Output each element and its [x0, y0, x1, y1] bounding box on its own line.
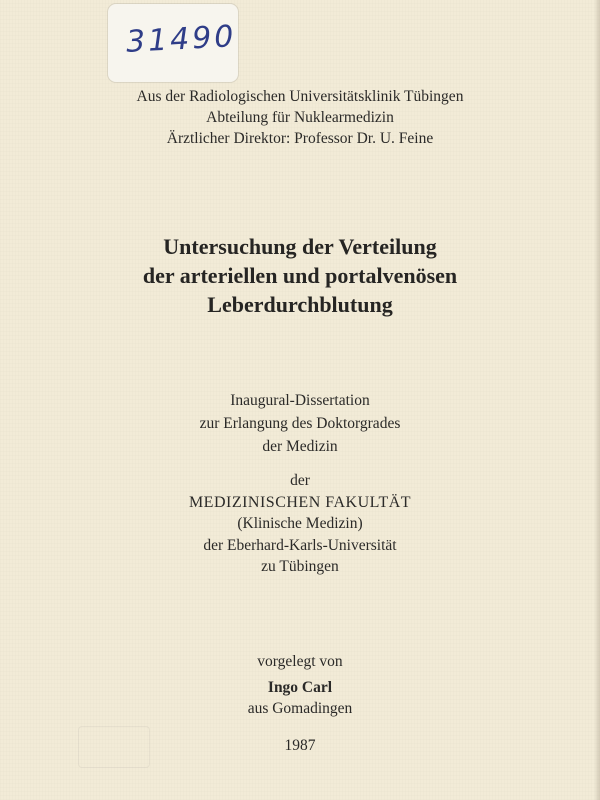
dissertation-degree: zur Erlangung des Doktorgrades [199, 415, 401, 432]
university-name: der Eberhard-Karls-Universität [203, 536, 397, 554]
title-line-3: Leberdurchblutung [207, 292, 393, 317]
faculty-subtitle: (Klinische Medizin) [237, 515, 363, 532]
publication-year: 1987 [284, 737, 316, 754]
faculty-der: der [290, 472, 310, 489]
library-call-number: 31490 [125, 19, 238, 60]
author-name: Ingo Carl [267, 679, 333, 696]
header-department: Abteilung für Nuklearmedizin [206, 109, 394, 126]
title-line-2: der arteriellen und portalvenösen [142, 263, 458, 288]
dissertation-type: Inaugural-Dissertation [230, 392, 370, 409]
faint-stamp-mark [78, 726, 150, 768]
author-origin: aus Gomadingen [247, 700, 353, 717]
dissertation-field: der Medizin [262, 438, 338, 455]
presented-by: vorgelegt von [257, 653, 343, 670]
institution-header [0, 86, 600, 149]
title-line-1: Untersuchung der Verteilung [163, 234, 437, 259]
faculty-name: MEDIZINISCHEN FAKULTÄT [188, 493, 412, 511]
header-clinic: Aus der Radiologischen Universitätsklinik Tübingen [136, 88, 464, 105]
header-director: Ärztlicher Direktor: Professor Dr. U. Feine [166, 130, 434, 147]
dissertation-title [0, 232, 600, 319]
dissertation-purpose [0, 389, 600, 458]
university-city: zu Tübingen [261, 558, 339, 575]
library-label-sticker [108, 4, 238, 82]
faculty-block [0, 470, 600, 578]
